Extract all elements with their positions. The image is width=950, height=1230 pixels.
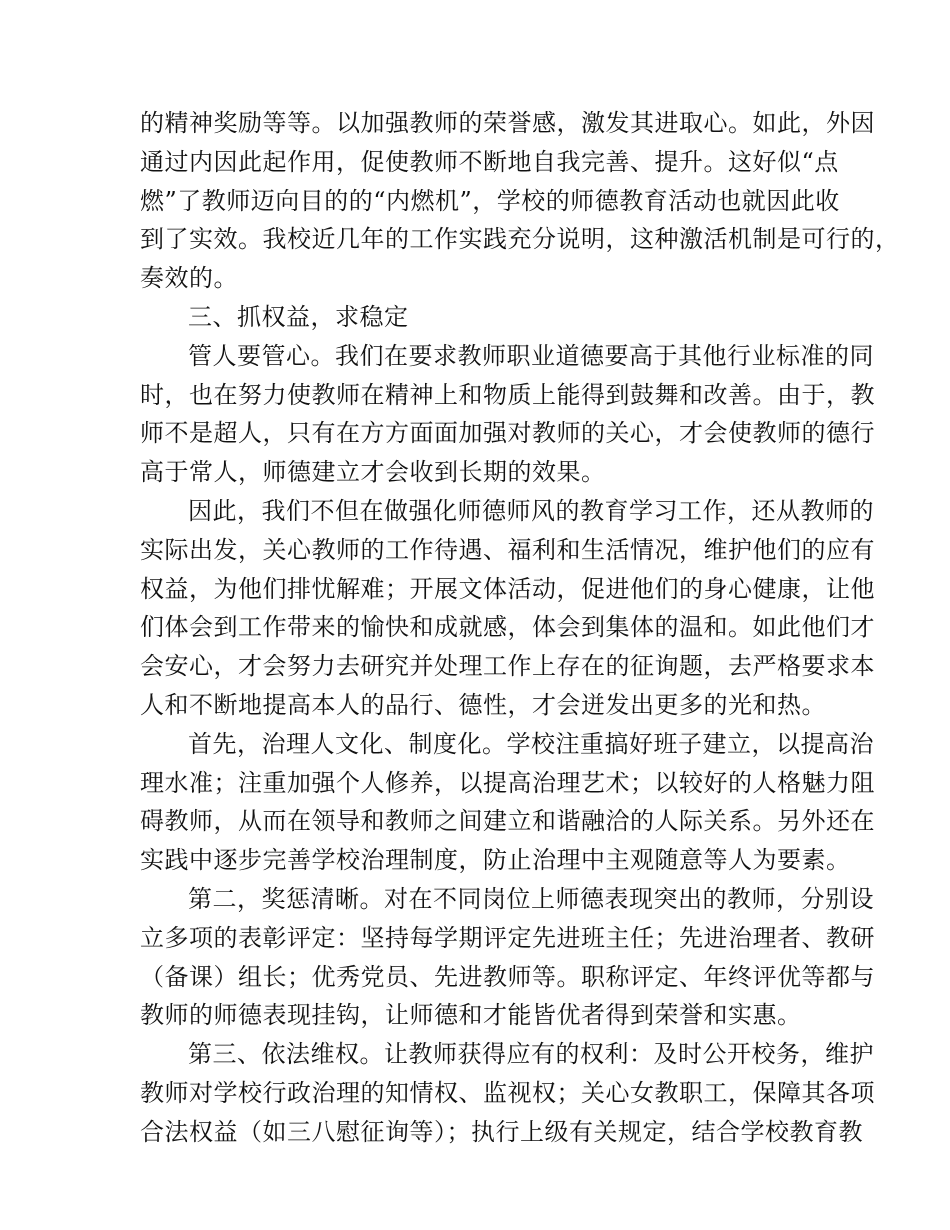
text-line: 到了实效。我校近几年的工作实践充分说明，这种激活机制是可行的， <box>140 225 900 254</box>
text-line: 通过内因此起作用，促使教师不断地自我完善、提升。这好似“点 <box>140 147 839 176</box>
text-line: 立多项的表彰评定：坚持每学期评定先进班主任；先进治理者、教研 <box>140 923 875 952</box>
text-line: 教师对学校行政治理的知情权、监视权；关心女教职工，保障其各项 <box>140 1078 875 1107</box>
text-line: 理水准；注重加强个人修养，以提高治理艺术；以较好的人格魅力阻 <box>140 768 875 797</box>
text-line: 人和不断地提高本人的品行、德性，才会迸发出更多的光和热。 <box>140 690 826 719</box>
paragraph-5 <box>140 880 875 1035</box>
text-line: 实践中逐步完善学校治理制度，防止治理中主观随意等人为要素。 <box>140 846 851 875</box>
text-line: 师不是超人，只有在方方面面加强对教师的关心，才会使教师的德行 <box>140 419 875 448</box>
section-heading-text: 三、抓权益，求稳定 <box>188 302 409 331</box>
text-line: 碍教师，从而在领导和教师之间建立和谐融洽的人际关系。另外还在 <box>140 807 875 836</box>
document-body <box>140 104 900 1152</box>
paragraph-1 <box>140 104 900 298</box>
text-line: 时，也在努力使教师在精神上和物质上能得到鼓舞和改善。由于，教 <box>140 380 875 409</box>
paragraph-2 <box>140 337 875 492</box>
text-line: 的精神奖励等等。以加强教师的荣誉感，激发其进取心。如此，外因 <box>140 109 875 137</box>
paragraph-4 <box>140 725 875 880</box>
text-line: 奏效的。 <box>140 264 238 293</box>
text-line: 教师的师德表现挂钩，让师德和才能皆优者得到荣誉和实惠。 <box>140 1001 802 1030</box>
text-line: （备课）组长；优秀党员、先进教师等。职称评定、年终评优等都与 <box>140 962 875 991</box>
paragraph-3 <box>140 492 875 725</box>
text-line: 管人要管心。我们在要求教师职业道德要高于其他行业标准的同 <box>188 341 874 370</box>
text-line: 第二，奖惩清晰。对在不同岗位上师德表现突出的教师，分别设 <box>188 884 874 913</box>
text-line: 燃”了教师迈向目的的“内燃机”，学校的师德教育活动也就因此收 <box>140 186 840 215</box>
text-line: 们体会到工作带来的愉快和成就感，体会到集体的温和。如此他们才 <box>140 613 875 642</box>
text-line: 会安心，才会努力去研究并处理工作上存在的征询题，去严格要求本 <box>140 652 875 681</box>
text-line: 权益，为他们排忧解难；开展文体活动，促进他们的身心健康，让他 <box>140 574 875 603</box>
section-heading <box>140 298 812 337</box>
text-line: 第三、依法维权。让教师获得应有的权利：及时公开校务，维护 <box>188 1040 874 1069</box>
text-line: 高于常人，师德建立才会收到长期的效果。 <box>140 458 606 487</box>
text-line: 实际出发，关心教师的工作待遇、福利和生活情况，维护他们的应有 <box>140 535 875 564</box>
text-line: 首先，治理人文化、制度化。学校注重搞好班子建立，以提高治 <box>188 729 874 758</box>
text-line: 合法权益（如三八慰征询等）；执行上级有关规定，结合学校教育教 <box>140 1117 863 1146</box>
text-line: 因此，我们不但在做强化师德师风的教育学习工作，还从教师的 <box>188 496 874 525</box>
paragraph-6 <box>140 1035 875 1151</box>
